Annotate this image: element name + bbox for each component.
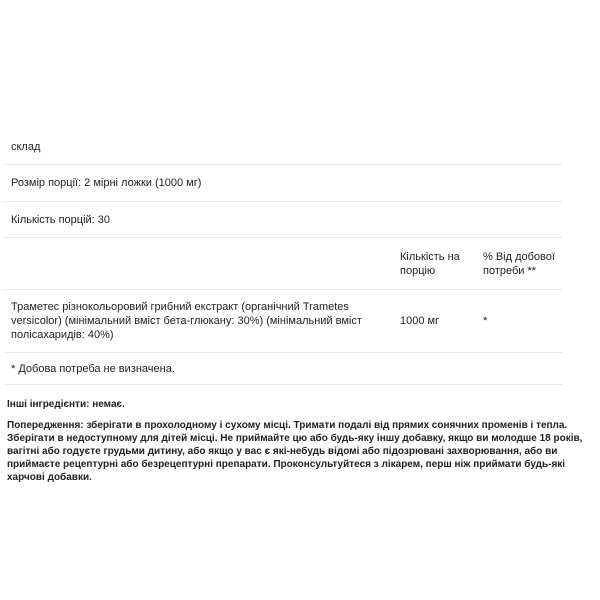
servings-per-container-row (5, 202, 562, 238)
footnote: * Добова потреба не визначена. (11, 362, 175, 375)
facts-title-row (5, 129, 562, 165)
column-header-daily-value: % Від добової потреби ** (483, 250, 555, 277)
ingredient-amount: 1000 мг (400, 315, 440, 327)
column-header-amount: Кількість на порцію (400, 250, 460, 277)
serving-size-row (5, 165, 562, 202)
other-ingredients-note: Інші інгредієнти: немає. (7, 399, 125, 410)
warning-note: Попередження: зберігати в прохолодному і сухому місці. Тримати подалі від прямих сонячних променів і тепла. Зберігати в недоступному для дітей місці. Не приймайте цю або будь-яку іншу добавку, якщо ви молодше 18 років, вагітні або годуєте грудьми дитину, або якщо у вас є які-небудь відомі або підозрювані захворювання, або ви приймаєте рецептурні або безрецептурні препарати. Проконсультуйтеся з лікарем, перш ніж приймати будь-які харчові добавки. (7, 420, 583, 483)
table-header-row (5, 238, 562, 290)
serving-size: Розмір порції: 2 мірні ложки (1000 мг) (11, 177, 202, 189)
ingredient-name: Траметес різнокольоровий грибний екстракт (органічний Trametes versicolor) (мінімальний вміст бета-глюкану: 30%) (мінімальний вміст полісахаридів: 40%) (11, 301, 362, 341)
servings-per-container: Кількість порцій: 30 (11, 213, 111, 226)
facts-title: склад (11, 140, 41, 153)
supplement-facts-table (5, 129, 562, 385)
table-row (5, 290, 562, 353)
ingredient-daily-value: * (483, 315, 488, 327)
footnote-row (5, 353, 562, 385)
